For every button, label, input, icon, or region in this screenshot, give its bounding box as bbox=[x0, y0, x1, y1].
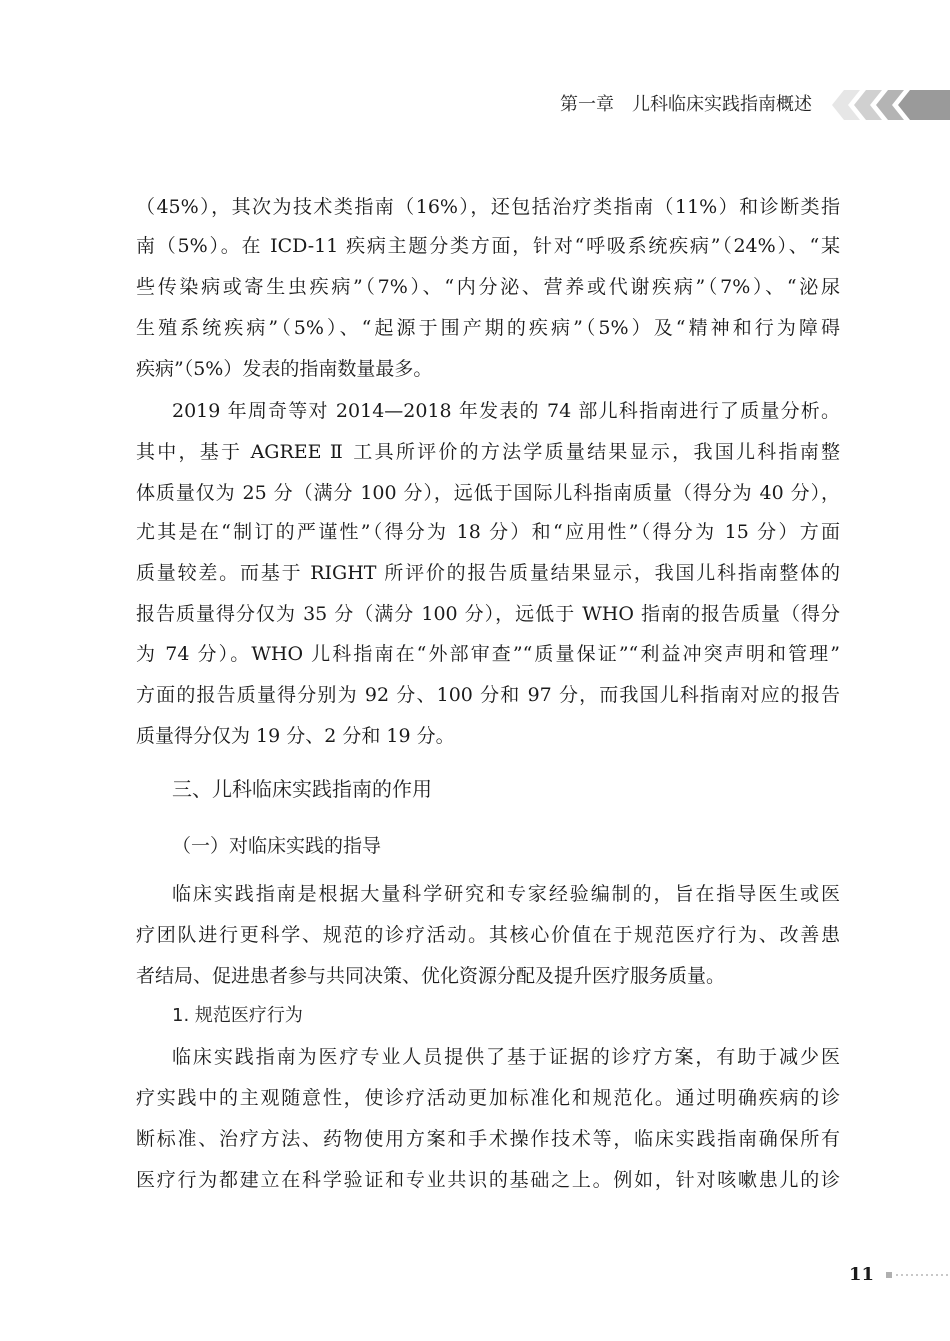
item-heading: 1. 规范医疗行为 bbox=[172, 1005, 303, 1026]
paragraph-1-line: 生殖系统疾病”（5%）、“起源于围产期的疾病”（5%）及“精神和行为障碍 bbox=[136, 317, 840, 339]
paragraph-2-line: 报告质量得分仅为 35 分（满分 100 分），远低于 WHO 指南的报告质量（得分 bbox=[136, 603, 840, 625]
section-heading: 三、儿科临床实践指南的作用 bbox=[172, 777, 432, 801]
paragraph-2-line: 质量得分仅为 19 分、2 分和 19 分。 bbox=[136, 725, 455, 747]
paragraph-2-line: 为 74 分）。WHO 儿科指南在“外部审查”“质量保证”“利益冲突声明和管理” bbox=[136, 643, 840, 665]
paragraph-2-line: 体质量仅为 25 分（满分 100 分），远低于国际儿科指南质量（得分为 40 分）， bbox=[136, 482, 840, 504]
paragraph-1-line: 疾病”（5%）发表的指南数量最多。 bbox=[136, 358, 433, 380]
paragraph-2-line: 质量较差。而基于 RIGHT 所评价的报告质量结果显示，我国儿科指南整体的 bbox=[136, 562, 840, 584]
paragraph-1-line: 些传染病或寄生虫疾病”（7%）、“内分泌、营养或代谢疾病”（7%）、“泌尿 bbox=[136, 276, 840, 298]
paragraph-1-line: 南（5%）。在 ICD-11 疾病主题分类方面，针对“呼吸系统疾病”（24%）、“某 bbox=[136, 235, 840, 257]
paragraph-3-line: 疗团队进行更科学、规范的诊疗活动。其核心价值在于规范医疗行为、改善患 bbox=[136, 924, 840, 946]
paragraph-4-line: 医疗行为都建立在科学验证和专业共识的基础之上。例如，针对咳嗽患儿的诊 bbox=[136, 1169, 840, 1191]
paragraph-4-line: 断标准、治疗方法、药物使用方案和手术操作技术等，临床实践指南确保所有 bbox=[136, 1128, 840, 1150]
paragraph-2-line: 其中，基于 AGREE Ⅱ 工具所评价的方法学质量结果显示，我国儿科指南整 bbox=[136, 441, 840, 463]
paragraph-2-line: 方面的报告质量得分别为 92 分、100 分和 97 分，而我国儿科指南对应的报告 bbox=[136, 684, 840, 706]
paragraph-2-line: 2019 年周奇等对 2014—2018 年发表的 74 部儿科指南进行了质量分析。 bbox=[172, 400, 840, 422]
paragraph-4-line: 临床实践指南为医疗专业人员提供了基于证据的诊疗方案，有助于减少医 bbox=[172, 1046, 840, 1068]
paragraph-3-line: 临床实践指南是根据大量科学研究和专家经验编制的，旨在指导医生或医 bbox=[172, 883, 840, 905]
paragraph-4-line: 疗实践中的主观随意性，使诊疗活动更加标准化和规范化。通过明确疾病的诊 bbox=[136, 1087, 840, 1109]
page-number: 11 bbox=[848, 1264, 874, 1285]
paragraph-2-line: 尤其是在“制订的严谨性”（得分为 18 分）和“应用性”（得分为 15 分）方面 bbox=[136, 521, 840, 543]
header-chevron-decoration bbox=[826, 88, 950, 122]
paragraph-1-line: （45%），其次为技术类指南（16%），还包括治疗类指南（11%）和诊断类指 bbox=[136, 196, 840, 218]
subsection-heading: （一）对临床实践的指导 bbox=[172, 835, 382, 857]
paragraph-3-line: 者结局、促进患者参与共同决策、优化资源分配及提升医疗服务质量。 bbox=[136, 965, 726, 987]
chapter-running-header: 第一章 儿科临床实践指南概述 bbox=[560, 94, 812, 115]
footer-dotted-decoration bbox=[884, 1270, 950, 1280]
